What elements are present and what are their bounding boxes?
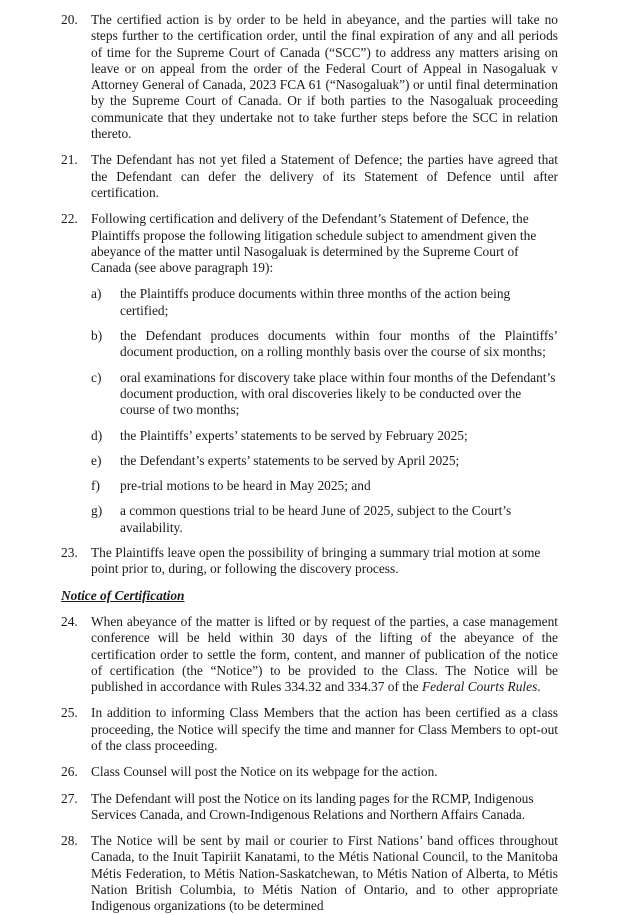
paragraph-25: [61, 705, 558, 754]
subitem-text: the Defendant produces documents within four months of the Plaintiffs’ document production, on a rolling monthly basis over the course of six months;: [120, 328, 558, 360]
subitem-letter: d): [91, 427, 103, 443]
paragraph-20: [61, 12, 558, 142]
subitem-letter: b): [91, 328, 103, 344]
paragraph-text: The Notice will be sent by mail or courier to First Nations’ band offices throughout Canada, to the Inuit Tapiriit Kanatami, to the Métis National Council, to the Manitoba Métis Federation, to Métis Nation-Saskatchewan, to Métis Nation of Alberta, to Métis Nation British Columbia, to Métis Nation of Ontario, and to other appropriate Indigenous organizations (to be determined: [91, 833, 558, 914]
paragraph-text-end: .: [537, 679, 541, 695]
paragraph-text: Class Counsel will post the Notice on its webpage for the action.: [91, 764, 438, 780]
paragraph-text: In addition to informing Class Members that the action has been certified as a class proceeding, the Notice will specify the time and manner for Class Members to opt-out of the class proceeding.: [91, 705, 558, 753]
subitem-text: oral examinations for discovery take place within four months of the Defendant’s document production, with oral discoveries likely to be conducted over the course of two months;: [120, 369, 556, 418]
statute-name: Federal Courts Rules: [421, 679, 538, 695]
paragraph-number: 26.: [61, 764, 78, 780]
subitem-text: pre-trial motions to be heard in May 2025; and: [120, 478, 371, 494]
subitem-text: a common questions trial to be heard June of 2025, subject to the Court’s availability.: [120, 503, 512, 535]
subitem-g: [91, 503, 558, 536]
paragraph-23: [61, 545, 558, 578]
subitem-text: the Plaintiffs’ experts’ statements to be served by February 2025;: [120, 427, 468, 443]
paragraph-24: [61, 614, 558, 695]
paragraph-text: Following certification and delivery of the Defendant’s Statement of Defence, the Plaintiffs propose the following litigation schedule subject to amendment given the abeyance of the matter until Nasogaluak is determined by the Supreme Court of Canada (see above paragraph 19):: [91, 211, 537, 276]
paragraph-text: The Defendant has not yet filed a Statement of Defence; the parties have agreed that the Defendant can defer the delivery of its Statement of Defence until after certification.: [91, 152, 558, 200]
subitem-e: [91, 453, 558, 469]
paragraph-text: The certified action is by order to be held in abeyance, and the parties will take no steps further to the certification order, until the final expiration of any and all periods of time for the Supreme Court of Canada (“SCC”) to address any matters arising on leave or on appeal from the order of the Federal Court of Appeal in Nasogaluak v Attorney General of Canada, 2023 FCA 61 (“Nasogaluak”) or until final determination by the Supreme Court of Canada. Or if both parties to the Nasogaluak proceeding communicate that they undertake not to take further steps before the SCC in relation thereto.: [91, 12, 558, 142]
paragraph-number: 22.: [61, 211, 78, 227]
paragraph-number: 25.: [61, 705, 78, 721]
paragraph-number: 27.: [61, 790, 78, 806]
subitem-letter: c): [91, 369, 102, 385]
subitem-b: [91, 328, 558, 361]
paragraph-28: [61, 833, 558, 914]
subitem-text: the Plaintiffs produce documents within three months of the action being certified;: [120, 286, 511, 318]
subitem-letter: f): [91, 478, 100, 494]
subitem-d: [91, 428, 558, 444]
paragraph-text: The Plaintiffs leave open the possibility of bringing a summary trial motion at some point prior to, during, or following the discovery process.: [91, 545, 541, 577]
section-heading: Notice of Certification: [61, 587, 185, 603]
paragraph-text: The Defendant will post the Notice on its landing pages for the RCMP, Indigenous Services Canada, and Crown-Indigenous Relations and Northern Affairs Canada.: [91, 790, 534, 822]
subitem-letter: e): [91, 452, 102, 468]
subitem-a: [91, 286, 558, 319]
paragraph-21: [61, 152, 558, 201]
paragraph-number: 28.: [61, 833, 78, 849]
paragraph-22: [61, 211, 558, 276]
subitem-f: [91, 478, 558, 494]
paragraph-number: 21.: [61, 152, 78, 168]
subitem-text: the Defendant’s experts’ statements to be served by April 2025;: [120, 452, 460, 468]
paragraph-number: 20.: [61, 12, 78, 27]
paragraph-text-main: When abeyance of the matter is lifted or by request of the parties, a case management conference will be held within 30 days of the lifting of the abeyance of the certification order to settle the form, content, and manner of publication of the notice of certification (the “Notice”) to be provided to the Class. The Notice will be published in accordance with Rules 334.32 and 334.37 of the: [91, 613, 558, 695]
paragraph-number: 23.: [61, 545, 78, 561]
subitem-c: [91, 370, 558, 419]
subitem-letter: g): [91, 503, 103, 519]
paragraph-number: 24.: [61, 613, 78, 629]
paragraph-text: [91, 614, 558, 695]
paragraph-26: [61, 764, 558, 780]
subitem-letter: a): [91, 286, 102, 302]
